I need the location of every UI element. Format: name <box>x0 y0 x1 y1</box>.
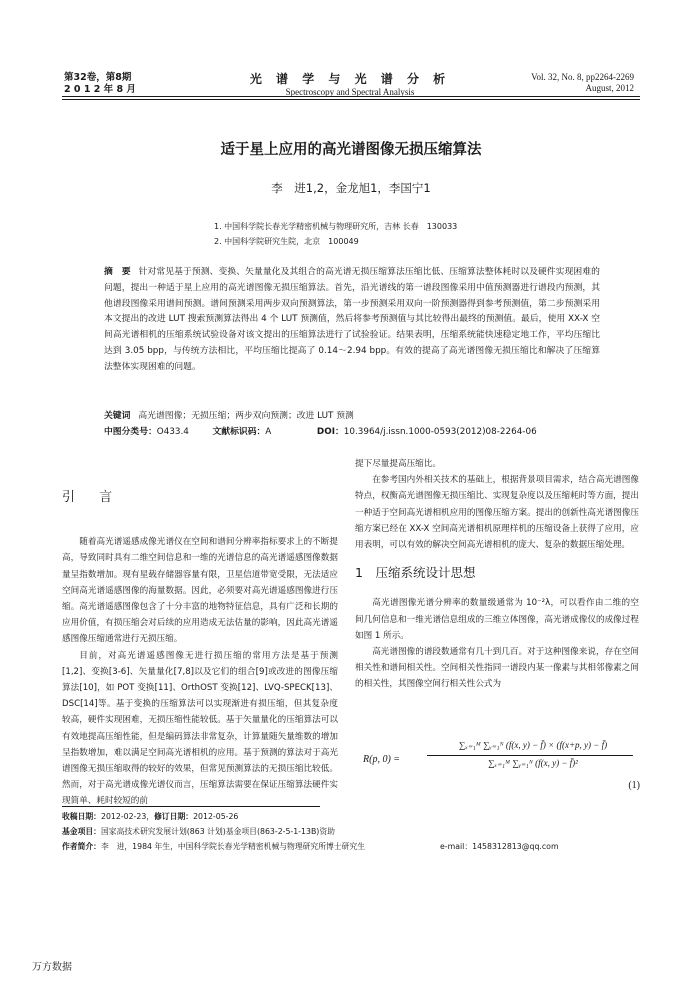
received-dates <box>62 810 238 823</box>
equation-numerator: ∑ₓ₌₁ᴹ ∑ᵧ₌₁ᴺ (f(x, y) − f̄) × (f(x+p, y) − f̄) <box>458 740 608 750</box>
keywords-text: 高光谱图像；无损压缩；两步双向预测；改进 LUT 预测 <box>138 411 354 421</box>
date-en: August, 2012 <box>585 83 634 93</box>
paper-title: 适于星上应用的高光谱图像无损压缩算法 <box>220 142 482 158</box>
right-paragraph-4: 高光谱图像的谱段数通常有几十到几百。对于这种图像来说，存在空间相关性和谱间相关性。空间相关性指同一谱段内某一像素与其相邻像素之间的相关性，其图像空间行相关性公式为 <box>355 647 639 690</box>
equation-denominator: ∑ₓ₌₁ᴹ ∑ᵧ₌₁ᴺ (f(x, y) − f̄)² <box>488 758 578 768</box>
left-column <box>62 490 338 810</box>
keywords-label: 关键词 <box>104 411 131 421</box>
equation-number: (1) <box>628 780 640 791</box>
revised-date: 2012-05-26 <box>193 812 239 821</box>
clc-value: O433.4 <box>156 427 189 437</box>
journal-title-cn: 光 谱 学 与 光 谱 分 析 <box>249 72 451 86</box>
fund-label: 基金项目： <box>62 827 101 836</box>
source-watermark: 万方数据 <box>32 962 72 973</box>
author-email: e-mail：1458312813@qq.com <box>440 842 559 851</box>
clc-label: 中图分类号： <box>104 427 157 437</box>
volume-cn: 第32卷，第8期 <box>64 72 132 83</box>
author-bio-label: 作者简介： <box>62 842 101 851</box>
fund-text: 国家高技术研究发展计划(863 计划)基金项目(863-2-5-1-13B)资助 <box>100 827 335 836</box>
doc-code-label: 文献标识码： <box>212 427 266 437</box>
intro-heading: 引 言 <box>62 490 123 505</box>
abstract-label: 摘 要 <box>104 267 131 277</box>
journal-header <box>230 70 470 98</box>
abstract-text: 针对常见基于预测、变换、矢量量化及其组合的高光谱无损压缩算法压缩比低、压缩算法整体耗时以及硬件实现困难的问题，提出一种适于星上应用的高光谱图像无损压缩算法。首先，沿光谱线的第一谱段图像采用中值预测器进行谱段内预测，其他谱段图像采用谱间预测。谱间预测采用两步双向预测算法，第一步预测采用双向一阶预测器得到参考预测值，第二步预测采用本文提出的改进 LUT 搜索预测算法得出 4 个 LUT 预测值，然后将参考预测值与其比较得出最终的预测值。最后，使用 XX-X 空间高光谱相机的压缩系统试验设备对该文提出的压缩算法进行了试验验证。结果表明，压缩系统能快速稳定地工作，平均压缩比达到 3.05 bpp，与传统方法相比，平均压缩比提高了 0.14～2.94 bpp。有效的提高了高光谱图像无损压缩比和解决了压缩算法整体实现困难的问题。 <box>104 267 600 372</box>
fraction-bar <box>427 755 633 756</box>
equation-1 <box>355 740 639 786</box>
author-bio-text: 李 进，1984 年生，中国科学院长春光学精密机械与物理研究所博士研究生 <box>100 842 366 851</box>
date-cn: 2 0 1 2 年 8 月 <box>64 84 136 95</box>
issue-info-cn <box>64 72 136 96</box>
intro-paragraph-2: 目前，对高光谱遥感图像无进行损压缩的常用方法是基于预测[1,2]、变换[3-6]、矢量量化[7,8]以及它们的组合[9]或改进的图像压缩算法[10]，如 POT 变换[11]、OrthOST 变换[12]、LVQ-SPECK[13]、DSC[14]等。基于变换的压缩算法可以实现渐进有损压缩，但其复杂度较高，硬件实现困难，无损压缩性能较低。基于矢量量化的压缩算法可以有效地提高压缩性能，但是编码算法非常复杂，计算量随矢量维数的增加呈指数增加，难以满足空间高光谱相机的应用。基于预测的算法对于高光谱图像无损压缩取得的较好的效果，但常见预测算法的无损压缩比较低。然而，对于高光谱成像光谱仪而言，压缩算法需要在保证压缩算法硬件实现简单、耗时较短的前 <box>62 650 338 807</box>
journal-title-en: Spectroscopy and Spectral Analysis <box>285 87 415 97</box>
received-label: 收稿日期： <box>62 812 101 821</box>
right-paragraph-3: 高光谱图像光谱分辨率的数量级通常为 10⁻²λ，可以看作由二维的空间几何信息和一维光谱信息组成的三维立体图像，高光谱成像仪的成像过程如图 1 所示。 <box>355 598 639 641</box>
right-paragraph-1: 提下尽量提高压缩比。 <box>355 459 441 469</box>
right-column <box>355 456 639 693</box>
right-paragraph-2: 在参考国内外相关技术的基础上，根据背景项目需求，结合高光谱图像特点，权衡高光谱图像无损压缩比、实现复杂度以及压缩耗时等方面，提出一种适于空间高光谱相机应用的图像压缩方案。提出的创新性高光谱图像压缩方案已经在 XX-X 空间高光谱相机原理样机的压缩设备上获得了应用，应用表明，可以有效的解决空间高光谱相机的庞大、复杂的数据压缩处理。 <box>355 475 639 551</box>
doi-label: DOI： <box>316 427 344 437</box>
author-bio <box>62 840 640 853</box>
doc-code-value: A <box>265 427 272 437</box>
received-date: 2012-02-23， <box>100 812 155 821</box>
header-rule-thin <box>62 99 640 100</box>
keywords <box>104 408 354 421</box>
author-list: 李 进1,2，金龙旭1，李国宁1 <box>271 181 431 195</box>
abstract <box>104 265 600 376</box>
revised-label: 修订日期： <box>154 812 194 821</box>
header-rule <box>62 96 640 97</box>
doi-value: 10.3964/j.issn.1000-0593(2012)08-2264-06 <box>343 427 537 437</box>
volume-en: Vol. 32, No. 8, pp2264-2269 <box>531 72 634 82</box>
intro-paragraph-1: 随着高光谱遥感成像光谱仪在空间和谱间分辨率指标要求上的不断提高，导致同时具有二维空间信息和一维的光谱信息的高光谱遥感图像数据量呈指数增加。现有星载存储器容量有限，卫星信道带宽受限，无法适应空间高光谱遥感图像的海量数据。因此，必须要对高光谱遥感图像进行压缩。高光谱遥感图像包含了十分丰富的地物特征信息，具有广泛和长期的应用价值，有损压缩会对后续的应用造成无法估量的影响，因此高光谱遥感图像压缩通常进行无损压缩。 <box>62 537 338 645</box>
classification <box>104 424 537 437</box>
affiliation-1: 1. 中国科学院长春光学精密机械与物理研究所，吉林 长春 130033 <box>214 222 458 231</box>
affiliation-2: 2. 中国科学院研究生院，北京 100049 <box>214 237 359 246</box>
issue-info-en <box>531 72 634 94</box>
equation-lhs: R(p, 0) = <box>363 754 401 765</box>
section-1-heading: 1 压缩系统设计思想 <box>355 565 476 581</box>
footnote-rule <box>62 806 320 807</box>
fund-info <box>62 825 335 838</box>
